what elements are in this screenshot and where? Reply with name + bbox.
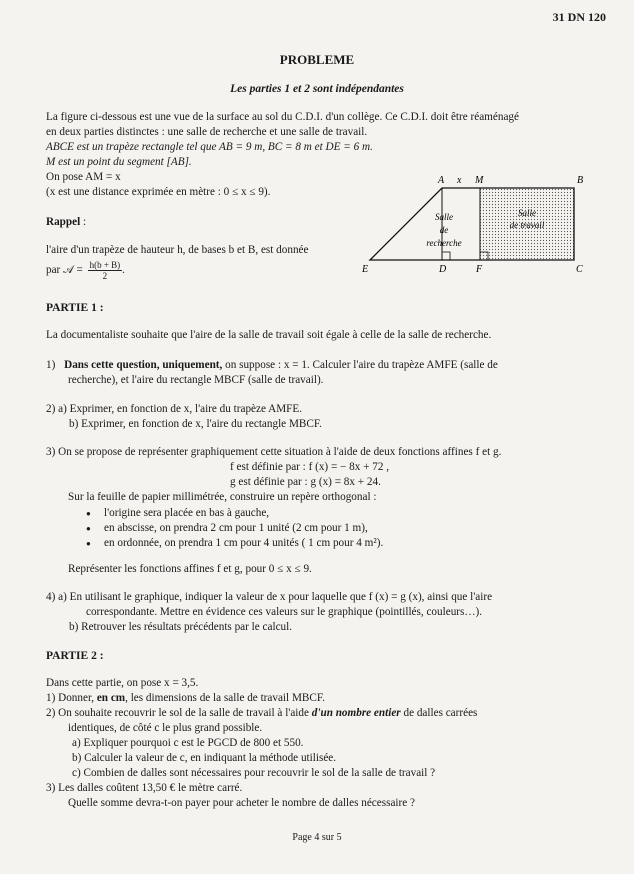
- right-angle-d: [442, 252, 450, 260]
- list-item: ● en ordonnée, on prendra 1 cm pour 4 unités ( 1 cm pour 4 m²).: [86, 536, 383, 551]
- p1-q3: 3) On se propose de représenter graphiquement cette situation à l'aide de deux fonctions affines f et g.: [46, 446, 502, 458]
- label-e: E: [362, 264, 369, 275]
- p1-q3-represent: Représenter les fonctions affines f et g, pour 0 ≤ x ≤ 9.: [68, 563, 312, 575]
- rappel-fraction: [88, 260, 123, 281]
- p1-q1-bold: Dans cette question, uniquement,: [64, 359, 223, 371]
- partie-2-intro: Dans cette partie, on pose x = 3,5.: [46, 677, 199, 689]
- p2-q2-bold: d'un nombre entier: [311, 707, 401, 719]
- partie-1-intro: La documentaliste souhaite que l'aire de la salle de travail soit égale à celle de la salle de recherche.: [46, 329, 492, 341]
- p2-question-1: [46, 691, 325, 706]
- left-room-line-3: recherche: [426, 238, 462, 248]
- p2-q2a: a) Expliquer pourquoi c est le PGCD de 800 et 550.: [72, 737, 304, 749]
- p1-f-definition: f est définie par : f (x) = − 8x + 72 ,: [230, 461, 390, 473]
- p1-q2b: b) Exprimer, en fonction de x, l'aire du rectangle MBCF.: [69, 418, 322, 430]
- intro-line-5: On pose AM = x: [46, 171, 121, 183]
- p1-q1-line-2: recherche), et l'aire du rectangle MBCF (salle de travail).: [68, 374, 324, 386]
- p2-q2-start: 2) On souhaite recouvrir le sol de la salle de travail à l'aide: [46, 707, 312, 719]
- p1-question-1: [46, 358, 498, 373]
- p2-q3-line-2: Quelle somme devra-t-on payer pour acheter le nombre de dalles nécessaire ?: [68, 797, 415, 809]
- rappel-dot: .: [122, 264, 125, 277]
- page-subtitle: Les parties 1 et 2 sont indépendantes: [230, 83, 404, 95]
- label-f: F: [476, 264, 483, 275]
- label-d: D: [439, 264, 447, 275]
- p1-q1-number: 1): [46, 359, 56, 371]
- list-item: ● en abscisse, on prendra 2 cm pour 1 unité (2 cm pour 1 m),: [86, 521, 383, 536]
- rappel-heading: [46, 215, 86, 230]
- p1-q4a-line-1: 4) a) En utilisant le graphique, indiquer la valeur de x pour laquelle que f (x) = g (x), ainsi que l'aire: [46, 591, 493, 603]
- p2-q3: 3) Les dalles coûtent 13,50 € le mètre carré.: [46, 782, 243, 794]
- p2-q2-line-2: identiques, de côté c le plus grand possible.: [68, 722, 263, 734]
- intro-line-3: ABCE est un trapèze rectangle tel que AB = 9 m, BC = 8 m et DE = 6 m.: [46, 141, 373, 153]
- right-room-line-1: Salle: [518, 208, 536, 218]
- p1-q3-bullets: [86, 506, 383, 551]
- list-item: ● l'origine sera placée en bas à gauche,: [86, 506, 383, 521]
- p2-q2-end: de dalles carrées: [400, 707, 478, 719]
- label-m: M: [475, 175, 484, 186]
- p2-q2b: b) Calculer la valeur de c, en indiquant la méthode utilisée.: [72, 752, 337, 764]
- label-a: A: [438, 175, 445, 186]
- p2-q1-end: , les dimensions de la salle de travail MBCF.: [125, 692, 325, 704]
- p1-g-definition: g est définie par : g (x) = 8x + 24.: [230, 476, 381, 488]
- p2-q1-bold: en cm: [96, 692, 126, 704]
- p1-q4b: b) Retrouver les résultats précédents par le calcul.: [69, 621, 293, 633]
- rappel-label: Rappel: [46, 216, 81, 228]
- right-room-line-2: de travail: [509, 220, 545, 230]
- rappel-line-1: l'aire d'un trapèze de hauteur h, de bases b et B, est donnée: [46, 244, 309, 256]
- page-title: PROBLEME: [279, 52, 355, 67]
- label-c: C: [576, 264, 583, 275]
- intro-line-6: (x est une distance exprimée en mètre : 0 ≤ x ≤ 9).: [46, 186, 271, 198]
- p1-q4a-line-2: correspondante. Mettre en évidence ces valeurs sur le graphique (pointillés, couleurs…).: [86, 606, 483, 618]
- partie-1-heading: PARTIE 1 :: [46, 302, 104, 314]
- intro-line-2: en deux parties distinctes : une salle de recherche et une salle de travail.: [46, 126, 368, 138]
- document-code: 31 DN 120: [552, 10, 606, 24]
- page-footer: Page 4 sur 5: [292, 832, 342, 843]
- trapezoid-figure: [350, 170, 600, 280]
- p1-q3-instruction: Sur la feuille de papier millimétrée, construire un repère orthogonal :: [68, 491, 377, 503]
- p2-question-2: [46, 706, 477, 721]
- p2-q1-start: 1) Donner,: [46, 692, 97, 704]
- rappel-denominator: 2: [102, 271, 108, 281]
- rappel-formula-prefix: par 𝒜 =: [46, 264, 83, 277]
- rappel-colon: :: [80, 216, 87, 228]
- label-x: x: [457, 175, 462, 186]
- rappel-numerator: h(b + B): [89, 260, 121, 270]
- intro-line-4: M est un point du segment [AB].: [46, 156, 192, 168]
- rappel-formula: [46, 260, 125, 281]
- left-room-line-1: Salle: [435, 212, 453, 222]
- p1-q1-rest: on suppose : x = 1. Calculer l'aire du trapèze AMFE (salle de: [222, 359, 498, 371]
- p2-q2c: c) Combien de dalles sont nécessaires pour recouvrir le sol de la salle de travail ?: [72, 767, 436, 779]
- partie-2-heading: PARTIE 2 :: [46, 650, 104, 662]
- intro-line-1: La figure ci-dessous est une vue de la surface au sol du C.D.I. d'un collège. Ce C.D.I. doit être réaménagé: [46, 111, 519, 123]
- left-room-line-2: de: [439, 225, 449, 235]
- label-b: B: [577, 175, 584, 186]
- p1-q2a: 2) a) Exprimer, en fonction de x, l'aire du trapèze AMFE.: [46, 403, 302, 415]
